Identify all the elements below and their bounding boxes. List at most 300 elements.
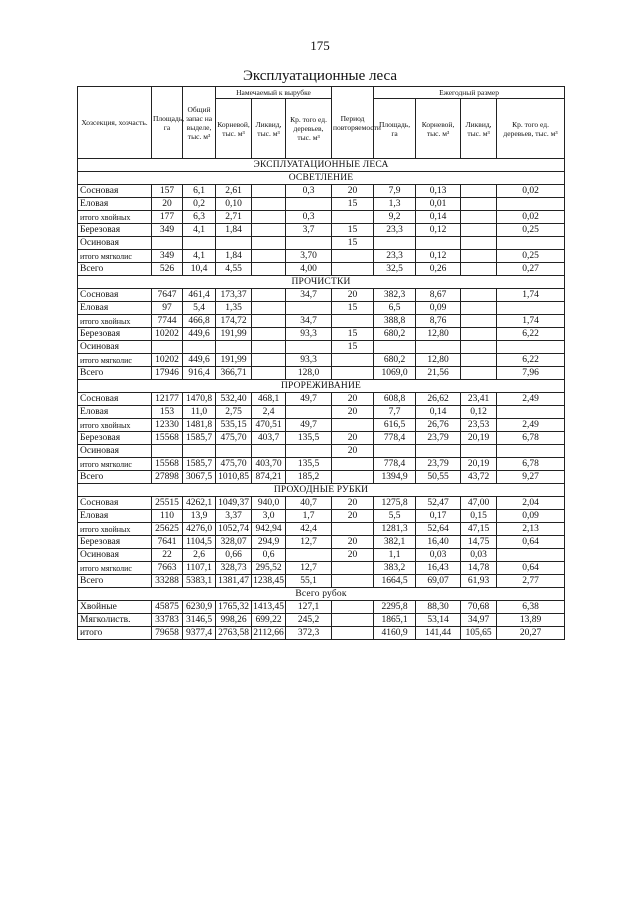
table-cell: 6,5	[374, 302, 416, 315]
table-cell	[252, 237, 286, 250]
table-cell: 47,00	[461, 497, 497, 510]
table-cell: 0,66	[216, 549, 252, 562]
table-cell: 15	[332, 237, 374, 250]
table-cell: 7663	[152, 562, 183, 575]
table-cell: 466,8	[183, 315, 216, 328]
table-cell: 2,75	[216, 406, 252, 419]
table-row	[78, 575, 565, 588]
table-cell	[497, 445, 565, 458]
table-cell: 49,7	[286, 419, 332, 432]
table-cell: 47,15	[461, 523, 497, 536]
table-row	[78, 601, 565, 614]
table-cell	[332, 315, 374, 328]
table-cell: 916,4	[183, 367, 216, 380]
table-cell: 383,2	[374, 562, 416, 575]
table-cell: 7,96	[497, 367, 565, 380]
table-cell: 17946	[152, 367, 183, 380]
table-cell	[332, 211, 374, 224]
table-cell	[152, 445, 183, 458]
table-cell: 79658	[152, 627, 183, 640]
table-cell: 778,4	[374, 432, 416, 445]
table-row	[78, 224, 565, 237]
table-row	[78, 432, 565, 445]
table-cell: 23,79	[416, 432, 461, 445]
table-cell: 1,74	[497, 315, 565, 328]
table-row	[78, 406, 565, 419]
table-cell: 20	[332, 445, 374, 458]
table-cell: 349	[152, 250, 183, 263]
table-cell: 328,73	[216, 562, 252, 575]
table-cell: 328,07	[216, 536, 252, 549]
table-cell	[332, 575, 374, 588]
table-cell: 23,53	[461, 419, 497, 432]
table-cell: 0,17	[416, 510, 461, 523]
table-cell	[252, 263, 286, 276]
table-cell: 9,2	[374, 211, 416, 224]
table-cell	[252, 302, 286, 315]
table-cell: 12,80	[416, 354, 461, 367]
section-title: ОСВЕТЛЕНИЕ	[78, 172, 565, 185]
table-cell: 2,49	[497, 393, 565, 406]
table-cell: 7,7	[374, 406, 416, 419]
row-label: итого мягколис	[78, 250, 152, 263]
table-cell: 1381,47	[216, 575, 252, 588]
table-cell	[497, 237, 565, 250]
table-cell: 5383,1	[183, 575, 216, 588]
table-cell: 680,2	[374, 354, 416, 367]
table-cell: 1664,5	[374, 575, 416, 588]
table-cell	[286, 406, 332, 419]
table-cell: 1,84	[216, 224, 252, 237]
table-cell: 21,56	[416, 367, 461, 380]
table-cell	[216, 341, 252, 354]
table-cell: 616,5	[374, 419, 416, 432]
table-cell: 4160,9	[374, 627, 416, 640]
table-row	[78, 185, 565, 198]
col-root2-header: Корневой, тыс. м³	[416, 99, 461, 159]
table-cell: 940,0	[252, 497, 286, 510]
row-label: Березовая	[78, 432, 152, 445]
row-label: итого хвойных	[78, 523, 152, 536]
table-cell: 0,26	[416, 263, 461, 276]
table-cell: 0,03	[461, 549, 497, 562]
table-cell: 294,9	[252, 536, 286, 549]
table-cell: 15568	[152, 432, 183, 445]
table-cell: 20,19	[461, 458, 497, 471]
row-label: Мягколиств.	[78, 614, 152, 627]
table-cell: 15	[332, 341, 374, 354]
row-label: Осиновая	[78, 445, 152, 458]
table-cell	[252, 224, 286, 237]
table-cell: 475,70	[216, 458, 252, 471]
table-cell: 0,02	[497, 185, 565, 198]
table-cell: 4,55	[216, 263, 252, 276]
table-cell: 349	[152, 224, 183, 237]
table-cell: 2,77	[497, 575, 565, 588]
table-cell: 153	[152, 406, 183, 419]
table-cell: 34,97	[461, 614, 497, 627]
table-cell	[286, 445, 332, 458]
table-cell: 874,21	[252, 471, 286, 484]
table-cell: 0,09	[416, 302, 461, 315]
table-cell: 173,37	[216, 289, 252, 302]
col-stock-header: Общий запас на выделе, тыс. м³	[183, 87, 216, 159]
table-cell: 34,7	[286, 315, 332, 328]
table-cell	[183, 445, 216, 458]
section-header-row	[78, 172, 565, 185]
table-cell	[252, 367, 286, 380]
table-cell: 2,4	[252, 406, 286, 419]
table-cell: 1765,32	[216, 601, 252, 614]
table-cell: 10,4	[183, 263, 216, 276]
table-cell: 1107,1	[183, 562, 216, 575]
section-title: ЭКСПЛУАТАЦИОННЫЕ ЛЕСА	[78, 159, 565, 172]
table-cell: 0,13	[416, 185, 461, 198]
table-cell: 3,7	[286, 224, 332, 237]
table-cell: 0,2	[183, 198, 216, 211]
table-cell: 0,25	[497, 224, 565, 237]
table-cell	[183, 341, 216, 354]
table-cell: 449,6	[183, 354, 216, 367]
table-cell: 32,5	[374, 263, 416, 276]
section-title: ПРОЧИСТКИ	[78, 276, 565, 289]
table-cell: 0,6	[252, 549, 286, 562]
table-cell	[332, 458, 374, 471]
table-cell: 1585,7	[183, 432, 216, 445]
table-cell: 0,12	[461, 406, 497, 419]
table-cell: 1,84	[216, 250, 252, 263]
table-cell	[252, 289, 286, 302]
table-cell	[461, 263, 497, 276]
table-cell	[252, 250, 286, 263]
table-cell	[183, 237, 216, 250]
table-cell	[497, 198, 565, 211]
table-cell: 9377,4	[183, 627, 216, 640]
table-cell: 93,3	[286, 328, 332, 341]
table-cell: 0,14	[416, 211, 461, 224]
table-cell: 33783	[152, 614, 183, 627]
table-cell	[461, 185, 497, 198]
table-cell: 6,38	[497, 601, 565, 614]
table-cell: 20,19	[461, 432, 497, 445]
table-cell	[286, 549, 332, 562]
table-cell: 12,7	[286, 562, 332, 575]
table-cell: 475,70	[216, 432, 252, 445]
row-label: итого мягколис	[78, 458, 152, 471]
table-cell	[332, 354, 374, 367]
table-cell: 0,02	[497, 211, 565, 224]
table-cell: 3,0	[252, 510, 286, 523]
table-cell: 1,35	[216, 302, 252, 315]
table-cell: 461,4	[183, 289, 216, 302]
table-cell	[332, 419, 374, 432]
table-cell: 23,41	[461, 393, 497, 406]
table-cell: 20	[152, 198, 183, 211]
table-cell: 4262,1	[183, 497, 216, 510]
table-row	[78, 289, 565, 302]
table-cell	[461, 367, 497, 380]
table-cell: 4,1	[183, 250, 216, 263]
row-label: Сосновая	[78, 497, 152, 510]
page-number: 175	[310, 38, 330, 53]
table-cell	[461, 354, 497, 367]
table-row	[78, 341, 565, 354]
table-cell	[461, 341, 497, 354]
table-cell: 20	[332, 432, 374, 445]
table-cell: 998,26	[216, 614, 252, 627]
table-cell: 7,9	[374, 185, 416, 198]
table-cell: 1049,37	[216, 497, 252, 510]
table-cell: 9,27	[497, 471, 565, 484]
table-cell: 0,27	[497, 263, 565, 276]
table-row	[78, 445, 565, 458]
table-cell: 20	[332, 510, 374, 523]
row-label: Березовая	[78, 224, 152, 237]
table-cell: 0,12	[416, 250, 461, 263]
table-cell: 14,78	[461, 562, 497, 575]
table-cell: 12,7	[286, 536, 332, 549]
table-cell	[252, 185, 286, 198]
section-header-row	[78, 380, 565, 393]
table-cell: 174,72	[216, 315, 252, 328]
table-cell: 0,10	[216, 198, 252, 211]
table-cell: 942,94	[252, 523, 286, 536]
table-cell: 20	[332, 497, 374, 510]
table-cell: 1413,45	[253, 601, 284, 612]
table-cell: 2,49	[497, 419, 565, 432]
table-cell	[252, 211, 286, 224]
table-cell: 6,22	[497, 354, 565, 367]
row-label: итого хвойных	[78, 419, 152, 432]
table-cell	[252, 341, 286, 354]
table-cell: 7744	[152, 315, 183, 328]
table-cell: 1,3	[374, 198, 416, 211]
table-cell: 128,0	[286, 367, 332, 380]
table-cell: 127,1	[286, 601, 332, 614]
page-title: Эксплуатационные леса	[242, 68, 398, 84]
table-cell: 25625	[152, 523, 183, 536]
table-cell: 366,71	[216, 367, 252, 380]
table-cell	[416, 341, 461, 354]
table-cell: 15568	[152, 458, 183, 471]
table-cell: 26,76	[416, 419, 461, 432]
table-cell: 23,79	[416, 458, 461, 471]
table-cell	[374, 237, 416, 250]
table-cell: 0,64	[497, 536, 565, 549]
table-row	[78, 367, 565, 380]
table-cell: 6,1	[183, 185, 216, 198]
table-cell: 1281,3	[374, 523, 416, 536]
col-species-header: Хозсекция, хозчасть.	[78, 87, 152, 159]
table-cell: 191,99	[216, 328, 252, 341]
table-cell: 10202	[152, 354, 183, 367]
table-cell: 468,1	[252, 393, 286, 406]
table-cell	[152, 341, 183, 354]
row-label: Сосновая	[78, 393, 152, 406]
table-cell: 1481,8	[183, 419, 216, 432]
section-title: ПРОРЕЖИВАНИЕ	[78, 380, 565, 393]
table-cell: 135,5	[286, 458, 332, 471]
table-cell: 110	[152, 510, 183, 523]
table-cell: 20	[332, 289, 374, 302]
table-cell: 2,6	[183, 549, 216, 562]
table-row	[78, 198, 565, 211]
table-cell	[416, 445, 461, 458]
row-label: итого	[78, 627, 152, 640]
table-cell	[152, 237, 183, 250]
table-cell	[497, 406, 565, 419]
table-cell: 20,27	[497, 627, 565, 640]
table-cell: 16,43	[416, 562, 461, 575]
table-row	[78, 549, 565, 562]
table-cell: 388,8	[374, 315, 416, 328]
table-cell	[286, 302, 332, 315]
table-cell: 5,4	[183, 302, 216, 315]
table-cell: 22	[152, 549, 183, 562]
table-cell: 403,70	[252, 458, 286, 471]
table-cell: 13,89	[497, 614, 565, 627]
table-cell: 778,4	[374, 458, 416, 471]
table-cell: 2,04	[497, 497, 565, 510]
table-cell	[461, 224, 497, 237]
table-cell	[216, 445, 252, 458]
table-cell: 470,51	[252, 419, 286, 432]
table-cell	[252, 315, 286, 328]
table-cell: 0,12	[416, 224, 461, 237]
table-cell: 10202	[152, 328, 183, 341]
table-cell: 25515	[152, 497, 183, 510]
table-cell: 382,3	[374, 289, 416, 302]
table-cell: 27898	[152, 471, 183, 484]
row-label: Еловая	[78, 302, 152, 315]
table-cell	[497, 549, 565, 562]
table-cell: 2763,58	[216, 627, 252, 640]
table-cell	[332, 250, 374, 263]
table-row	[78, 302, 565, 315]
table-cell: 52,47	[416, 497, 461, 510]
section-title: ПРОХОДНЫЕ РУБКИ	[78, 484, 565, 497]
row-label: итого хвойных	[78, 315, 152, 328]
table-row	[78, 315, 565, 328]
section-header-row	[78, 588, 565, 601]
table-cell: 0,09	[497, 510, 565, 523]
table-cell: 4,00	[286, 263, 332, 276]
planned-group-header: Намечаемый к вырубке	[216, 87, 332, 99]
table-cell: 12330	[152, 419, 183, 432]
table-row	[78, 510, 565, 523]
table-cell: 43,72	[461, 471, 497, 484]
table-cell: 3,70	[286, 250, 332, 263]
table-cell: 177	[152, 211, 183, 224]
table-cell: 1069,0	[374, 367, 416, 380]
table-cell: 608,8	[374, 393, 416, 406]
table-body	[78, 159, 565, 640]
table-cell: 26,62	[416, 393, 461, 406]
table-cell	[332, 263, 374, 276]
table-cell: 1238,45	[253, 575, 284, 586]
section-header-row	[78, 159, 565, 172]
table-cell: 1010,85	[216, 471, 252, 484]
table-row	[78, 354, 565, 367]
table-cell: 4,1	[183, 224, 216, 237]
table-cell	[332, 627, 374, 640]
table-cell	[461, 328, 497, 341]
row-label: Осиновая	[78, 549, 152, 562]
table-row	[78, 237, 565, 250]
row-label: Сосновая	[78, 289, 152, 302]
table-cell	[461, 211, 497, 224]
table-cell: 4276,0	[183, 523, 216, 536]
table-cell	[252, 354, 286, 367]
table-cell: 0,01	[416, 198, 461, 211]
table-cell: 6,22	[497, 328, 565, 341]
table-cell: 2112,66	[253, 627, 284, 638]
table-cell	[286, 341, 332, 354]
col-large2-header: Кр. того ед. деревьев, тыс. м³	[497, 99, 565, 159]
table-cell: 45875	[152, 601, 183, 614]
table-row	[78, 263, 565, 276]
table-cell: 55,1	[286, 575, 332, 588]
table-cell	[332, 523, 374, 536]
table-cell: 3146,5	[183, 614, 216, 627]
row-label: итого хвойных	[78, 211, 152, 224]
table-cell: 20	[332, 536, 374, 549]
table-cell: 1470,8	[183, 393, 216, 406]
table-cell: 5,5	[374, 510, 416, 523]
table-cell	[461, 250, 497, 263]
table-cell	[286, 237, 332, 250]
table-cell: 15	[332, 198, 374, 211]
table-cell: 61,93	[461, 575, 497, 588]
table-cell: 0,15	[461, 510, 497, 523]
row-label: итого мягколис	[78, 354, 152, 367]
col-large-header: Кр. того ед. деревьев, тыс. м³	[286, 99, 332, 159]
table-cell	[461, 289, 497, 302]
table-row	[78, 497, 565, 510]
table-cell: 88,30	[416, 601, 461, 614]
table-cell: 141,44	[416, 627, 461, 640]
table-row	[78, 536, 565, 549]
table-cell: 49,7	[286, 393, 332, 406]
table-cell	[461, 198, 497, 211]
table-cell: 20	[332, 549, 374, 562]
table-cell: 245,2	[286, 614, 332, 627]
table-cell: 2,71	[216, 211, 252, 224]
table-cell: 7641	[152, 536, 183, 549]
section-header-row	[78, 276, 565, 289]
row-label: Всего	[78, 575, 152, 588]
table-cell	[461, 315, 497, 328]
table-cell: 12177	[152, 393, 183, 406]
row-label: Еловая	[78, 198, 152, 211]
table-cell: 1585,7	[183, 458, 216, 471]
table-cell	[216, 237, 252, 250]
table-cell: 16,40	[416, 536, 461, 549]
col-liquid2-header: Ликвид, тыс. м³	[461, 99, 497, 159]
table-cell: 70,68	[461, 601, 497, 614]
table-cell: 7647	[152, 289, 183, 302]
table-cell: 14,75	[461, 536, 497, 549]
table-cell: 535,15	[216, 419, 252, 432]
table-cell: 20	[332, 406, 374, 419]
table-cell	[332, 367, 374, 380]
row-label: Осиновая	[78, 341, 152, 354]
table-cell: 34,7	[286, 289, 332, 302]
table-cell: 53,14	[416, 614, 461, 627]
section-header-row	[78, 484, 565, 497]
table-cell: 15	[332, 224, 374, 237]
table-cell	[497, 302, 565, 315]
